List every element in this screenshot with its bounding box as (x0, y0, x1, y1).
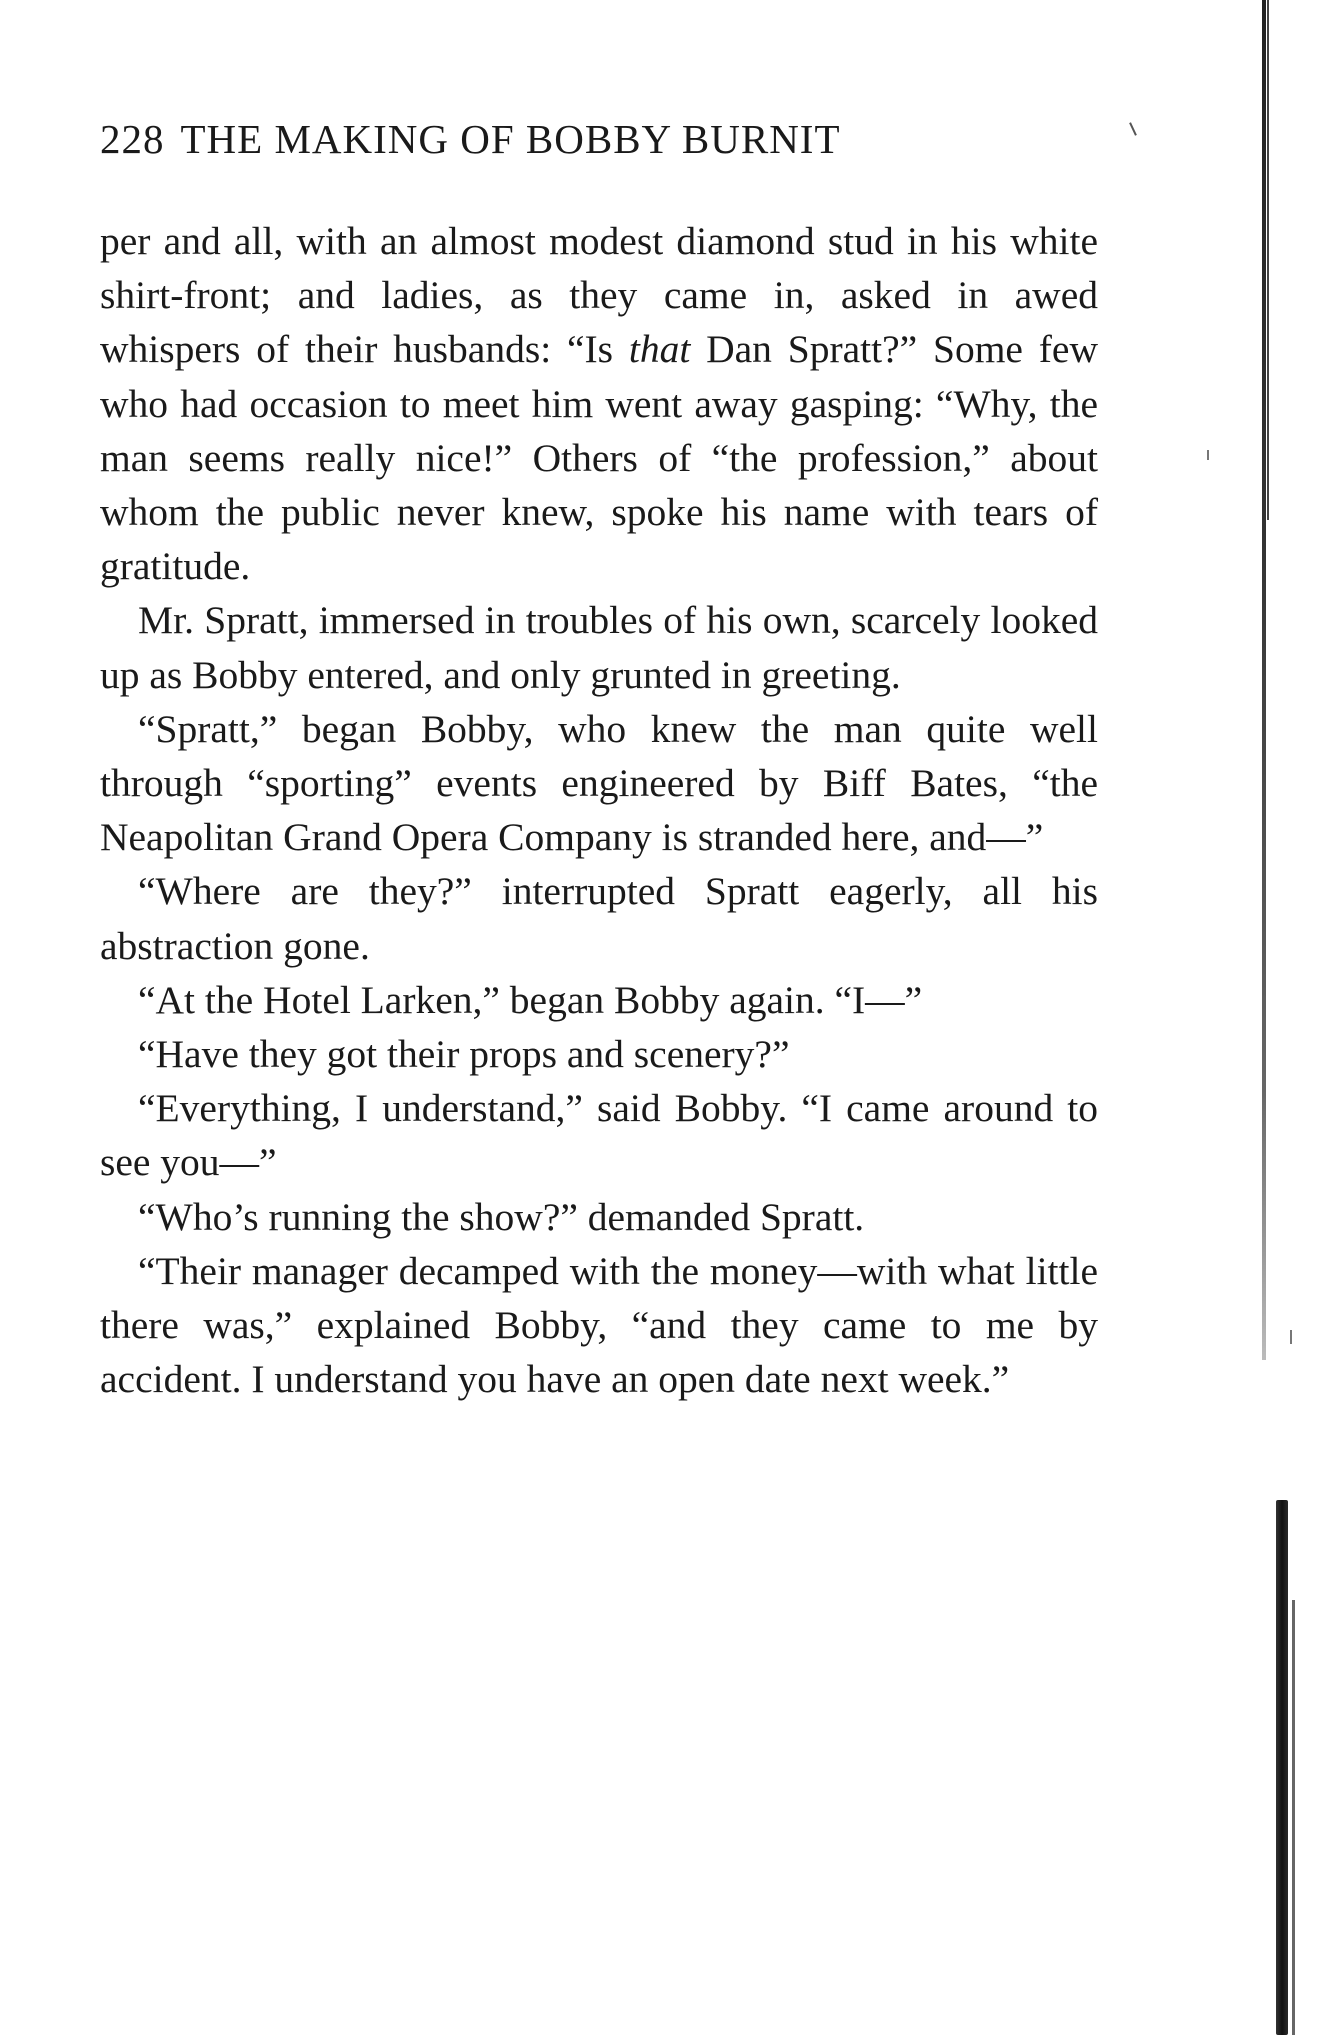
ink-speck (1290, 1330, 1292, 1344)
page-number: 228 (100, 116, 165, 162)
ink-speck (1207, 450, 1209, 460)
paragraph: “Who’s running the show?” demanded Spratt. (138, 1194, 865, 1239)
paragraph: “Everything, I understand,” said Bobby. “I came around to see you—” (100, 1086, 1098, 1185)
paragraph: “Have they got their props and scenery?” (138, 1032, 790, 1077)
binding-edge-shadow (1267, 0, 1269, 520)
paragraph: “Where are they?” interrupted Spratt eagerly, all his abstraction gone. (100, 869, 1098, 968)
paragraph: “Spratt,” began Bobby, who knew the man quite well through “sporting” events engineered by Biff Bates, “the Neapolitan Grand Opera Company is stranded here, and—” (100, 706, 1098, 860)
paragraph: Mr. Spratt, immersed in troubles of his own, scarcely looked up as Bobby entered, and only grunted in greeting. (100, 598, 1098, 697)
running-header (100, 115, 841, 163)
body-text (100, 214, 1098, 1406)
ink-mark (1129, 122, 1137, 136)
emphasis: that (628, 327, 691, 372)
paragraph: “Their manager decamped with the money—with what little there was,” explained Bobby, “and they came to me by accident. I understand you have an open date next week.” (100, 1248, 1098, 1402)
paragraph: “At the Hotel Larken,” began Bobby again. “I—” (138, 977, 923, 1022)
binding-edge-shadow (1292, 1600, 1295, 2035)
binding-edge-shadow (1276, 1500, 1288, 2035)
binding-edge-shadow (1262, 0, 1266, 1360)
running-title: THE MAKING OF BOBBY BURNIT (180, 116, 841, 162)
paragraph: per and all, with an almost modest diamond stud in his white shirt-front; and ladies, as they came in, asked in awed whispers of their husbands: “Is that Dan Spratt?” Some few who had occasion to meet him went away gasping: “Why, the man seems really nice!” Others of “the profession,” about whom the public never knew, spoke his name with tears of gratitude. (100, 219, 1098, 589)
